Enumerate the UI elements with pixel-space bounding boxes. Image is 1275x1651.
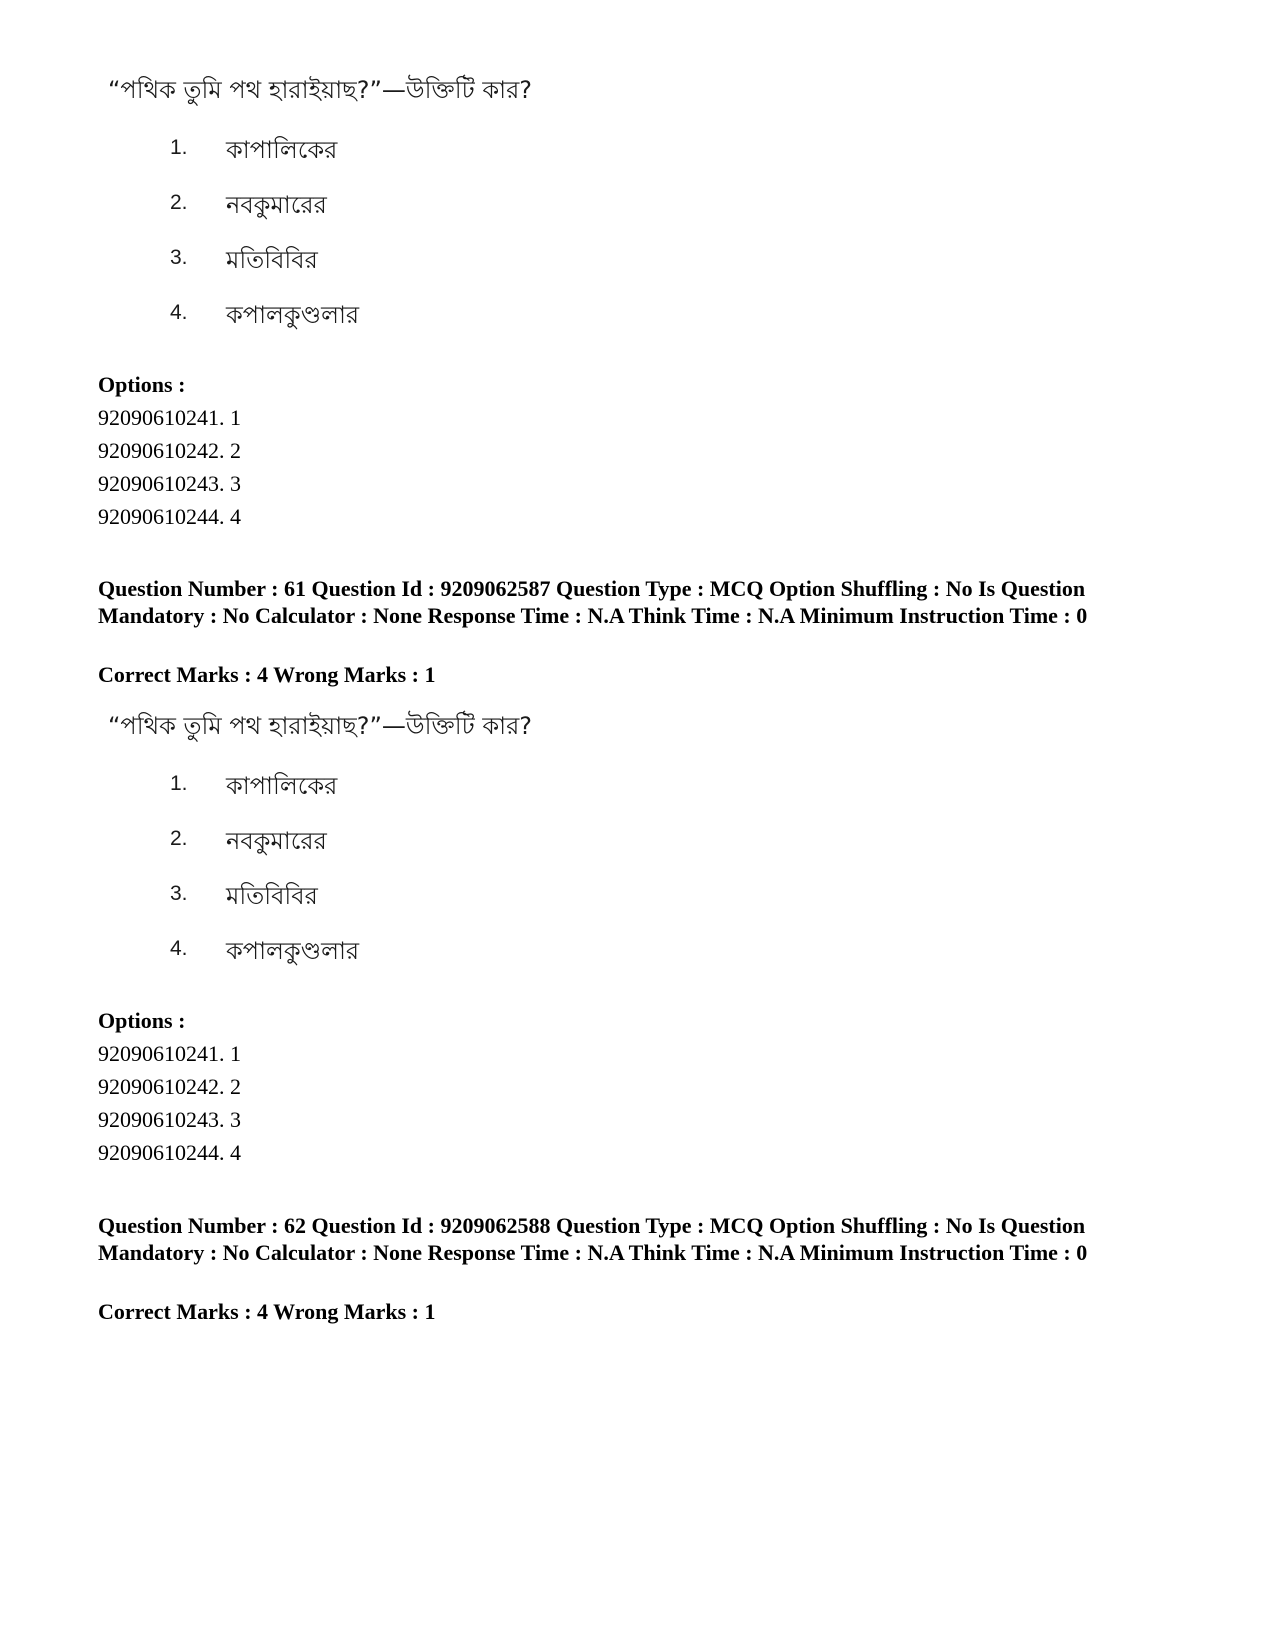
choice-number: 3. — [170, 246, 188, 269]
choice-text: কপালকুণ্ডলার — [226, 301, 360, 329]
option-line: 92090610242. 2 — [98, 1074, 241, 1099]
question-image — [98, 72, 618, 342]
question-stem: “পথিক তুমি পথ হারাইয়াছ?”—উক্তিটি কার? — [108, 712, 533, 740]
choice-number: 2. — [170, 827, 188, 850]
choice-text: কাপালিকের — [226, 136, 338, 164]
question-marks: Correct Marks : 4 Wrong Marks : 1 — [98, 1299, 436, 1324]
option-line: 92090610242. 2 — [98, 438, 241, 463]
choice-text: কাপালিকের — [226, 772, 338, 800]
options-title: Options : — [98, 372, 186, 397]
choice-number: 2. — [170, 191, 188, 214]
option-line: 92090610243. 3 — [98, 471, 241, 496]
choice-number: 4. — [170, 937, 188, 960]
options-title: Options : — [98, 1008, 186, 1033]
option-line: 92090610244. 4 — [98, 504, 241, 529]
choice-text: নবকুমারের — [226, 827, 327, 855]
choice-text: কপালকুণ্ডলার — [226, 937, 360, 965]
option-line: 92090610243. 3 — [98, 1107, 241, 1132]
question-meta: Question Number : 61 Question Id : 9209062587 Question Type : MCQ Option Shuffling : No Is Question Mandatory : No Calculator : None Response Time : N.A Think Time : N.A Minimum Instruction Time : 0 — [98, 576, 1088, 628]
option-line: 92090610244. 4 — [98, 1140, 241, 1165]
question-meta: Question Number : 62 Question Id : 9209062588 Question Type : MCQ Option Shuffling : No Is Question Mandatory : No Calculator : None Response Time : N.A Think Time : N.A Minimum Instruction Time : 0 — [98, 1213, 1088, 1265]
question-marks: Correct Marks : 4 Wrong Marks : 1 — [98, 662, 436, 687]
choice-text: মতিবিবির — [226, 246, 318, 274]
choice-number: 1. — [170, 772, 188, 795]
question-stem: “পথিক তুমি পথ হারাইয়াছ?”—উক্তিটি কার? — [108, 76, 533, 104]
choice-text: নবকুমারের — [226, 191, 327, 219]
choice-text: মতিবিবির — [226, 882, 318, 910]
option-line: 92090610241. 1 — [98, 405, 241, 430]
choice-number: 4. — [170, 301, 188, 324]
option-line: 92090610241. 1 — [98, 1041, 241, 1066]
choice-number: 3. — [170, 882, 188, 905]
choice-number: 1. — [170, 136, 188, 159]
question-image — [98, 708, 618, 978]
